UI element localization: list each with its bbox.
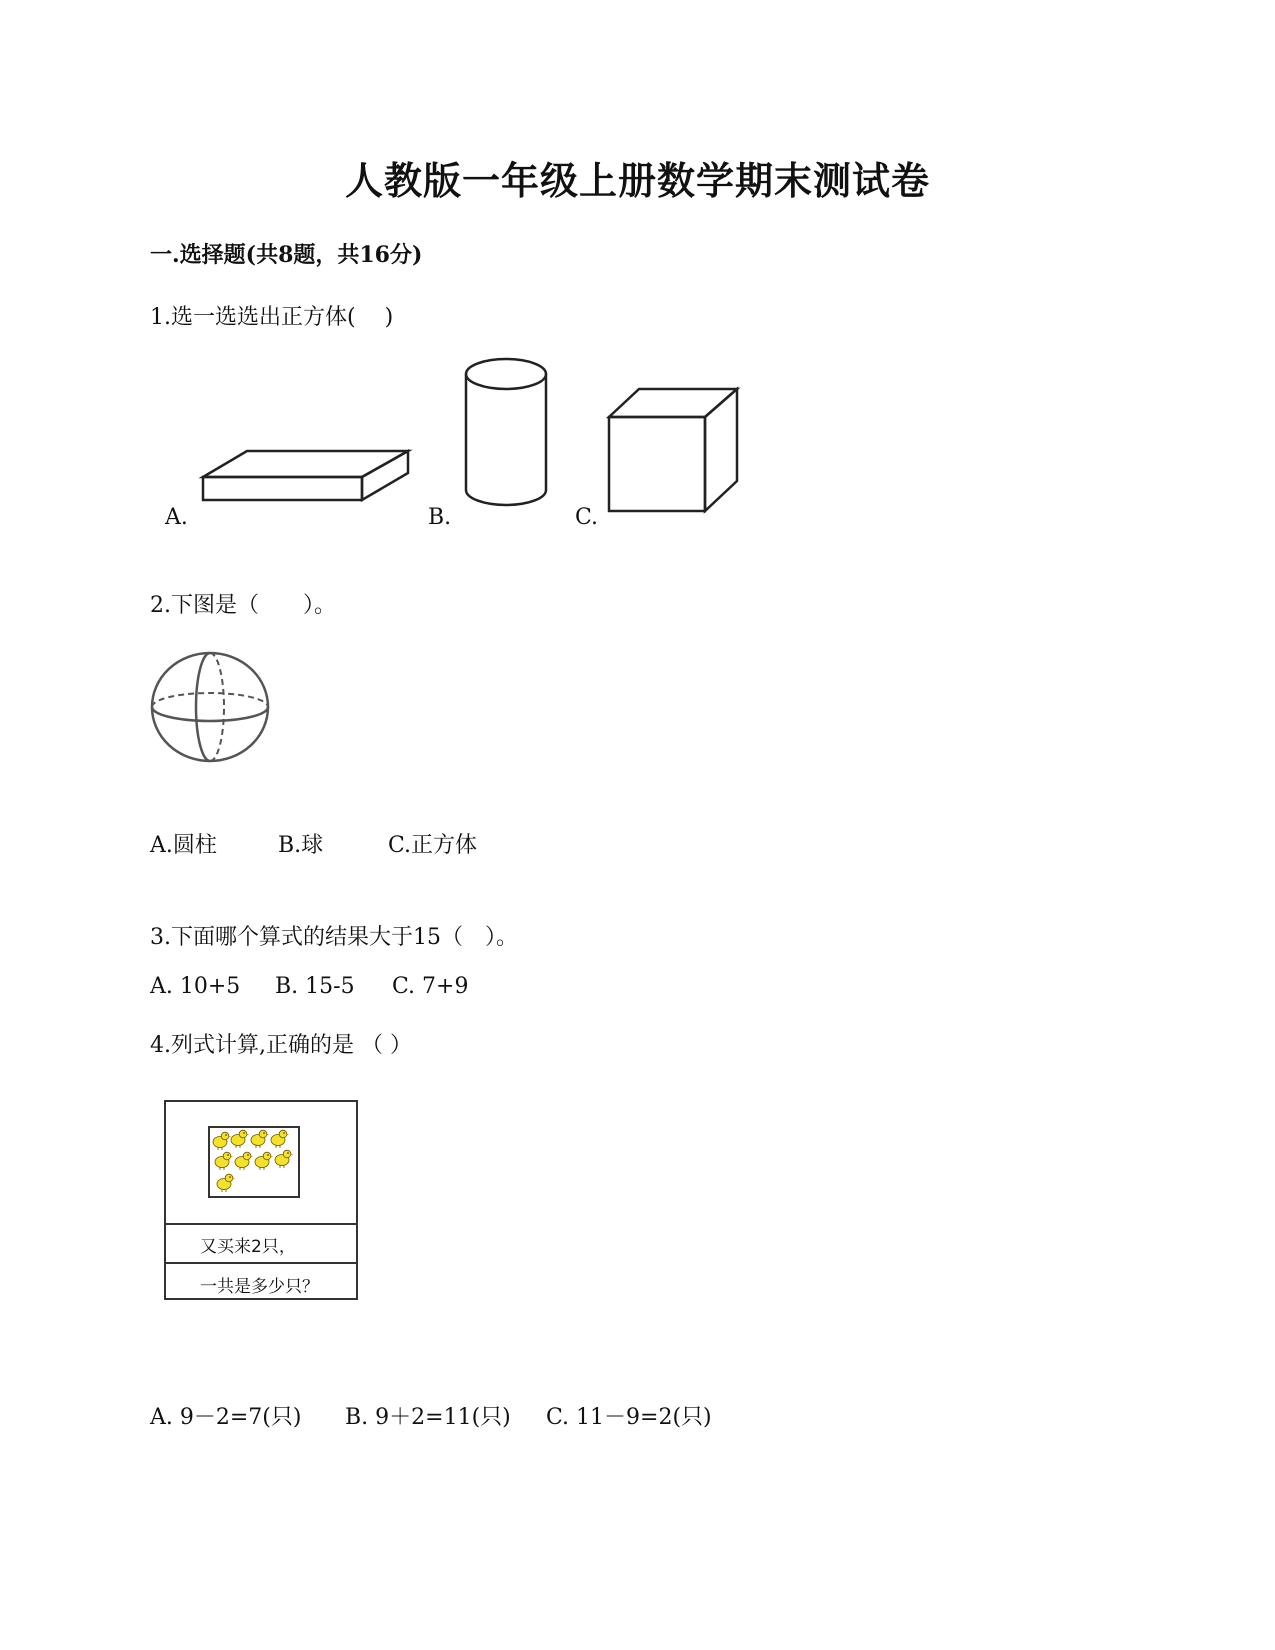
- figure-line-2: 一共是多少只？: [200, 1277, 319, 1297]
- q1-option-b-label: B.: [428, 505, 452, 530]
- q4-option-a: A. 9－2=7(只): [150, 1405, 302, 1430]
- chick-picture: [208, 1126, 300, 1198]
- question-1-text: 1.选一选选出正方体( ): [150, 305, 394, 330]
- q4-option-c: C. 11－9=2(只): [546, 1405, 712, 1430]
- chick-problem-figure: [164, 1100, 358, 1300]
- question-2-text: 2.下图是（ ）。: [150, 593, 336, 618]
- q4-option-b: B. 9＋2=11(只): [345, 1405, 511, 1430]
- q1-option-a-label: A.: [165, 505, 188, 530]
- q3-option-a: A. 10+5: [150, 974, 241, 999]
- q2-option-c: C.正方体: [388, 833, 478, 858]
- question-3-text: 3.下面哪个算式的结果大于15（ ）。: [150, 925, 518, 950]
- page-title: 人教版一年级上册数学期末测试卷: [344, 158, 930, 203]
- q2-option-b: B.球: [278, 833, 324, 858]
- cylinder-figure: [460, 355, 560, 515]
- figure-divider-top: [166, 1223, 356, 1225]
- figure-divider-bottom: [166, 1262, 356, 1264]
- question-4-text: 4.列式计算,正确的是 （ ）: [150, 1033, 412, 1058]
- q3-option-c: C. 7+9: [392, 974, 469, 999]
- q1-option-c-label: C.: [575, 505, 599, 530]
- sphere-figure: [150, 650, 275, 765]
- section-heading: 一.选择题(共8题，共16分): [150, 242, 423, 268]
- q2-option-a: A.圆柱: [150, 833, 217, 858]
- cuboid-figure: [200, 440, 415, 510]
- figure-line-1: 又买来2只，: [200, 1237, 296, 1257]
- q3-option-b: B. 15-5: [275, 974, 355, 999]
- cube-figure: [605, 385, 745, 515]
